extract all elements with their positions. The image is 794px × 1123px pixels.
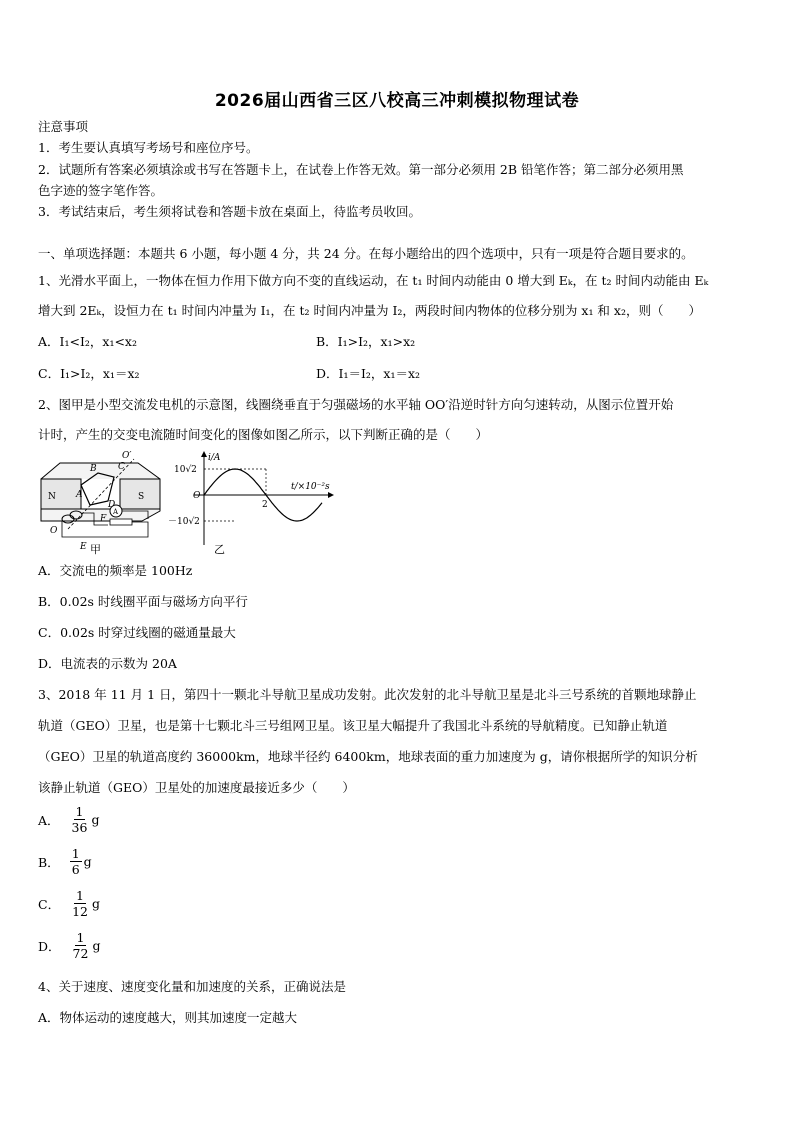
question-1-option-b: B．I₁>I₂，x₁>x₂ <box>316 334 416 349</box>
option-unit: g <box>92 938 101 953</box>
question-3-option-b <box>38 846 92 877</box>
question-2-stem: 计时，产生的交变电流随时间变化的图像如图乙所示，以下判断正确的是（ ） <box>38 427 489 442</box>
option-unit: g <box>91 896 100 911</box>
generator-label: B <box>90 464 97 474</box>
option-letter: A． <box>38 812 60 828</box>
generator-label: O′ <box>122 451 132 461</box>
fraction-denominator: 6 <box>71 862 80 877</box>
fraction-numerator: 1 <box>76 930 85 945</box>
graph-y-top-tick: 10√2 <box>174 465 197 475</box>
fraction-numerator: 1 <box>71 846 80 861</box>
fraction <box>70 846 82 877</box>
fraction <box>71 930 91 961</box>
fraction-numerator: 1 <box>75 804 84 819</box>
graph-y-bottom-tick: －10√2 <box>168 517 200 527</box>
question-3-option-c <box>38 888 100 919</box>
question-2-option-d: D．电流表的示数为 20A <box>38 656 177 671</box>
generator-label: A <box>76 490 83 500</box>
generator-label: F <box>100 514 107 524</box>
question-2-figure-svg <box>38 449 338 557</box>
generator-label: D <box>108 500 116 510</box>
exam-title: 2026届山西省三区八校高三冲刺模拟物理试卷 <box>214 91 580 111</box>
notice-item: 3．考试结束后，考生须将试卷和答题卡放在桌面上，待监考员收回。 <box>38 204 421 219</box>
generator-label: C <box>118 462 125 472</box>
magnet-north-block <box>41 479 81 509</box>
question-3-option-d <box>38 930 100 961</box>
question-4-option-a: A．物体运动的速度越大，则其加速度一定越大 <box>38 1010 298 1025</box>
notice-item: 1．考生要认真填写考场号和座位序号。 <box>38 140 259 155</box>
question-2-option-b: B．0.02s 时线圈平面与磁场方向平行 <box>38 594 248 609</box>
generator-label: O <box>50 526 58 536</box>
notice-item: 色字迹的签字笔作答。 <box>38 183 164 198</box>
fraction <box>70 888 90 919</box>
section-header: 一、单项选择题：本题共 6 小题，每小题 4 分，共 24 分。在每小题给出的四个选项中，只有一项是符合题目要求的。 <box>38 246 694 261</box>
generator-label: S <box>138 492 145 502</box>
option-unit: g <box>83 854 92 869</box>
generator-label: E <box>80 542 87 552</box>
generator-label: N <box>48 492 56 502</box>
graph-x-label: t/×10⁻²s <box>291 482 330 492</box>
graph-origin: O <box>193 491 201 501</box>
question-2-stem: 2、图甲是小型交流发电机的示意图，线圈绕垂直于匀强磁场的水平轴 OO′沿逆时针方向匀速转动，从图示位置开始 <box>38 397 674 412</box>
question-1-option-d: D．I₁＝I₂，x₁＝x₂ <box>316 366 421 381</box>
fraction-denominator: 36 <box>71 820 88 835</box>
ammeter-label: A <box>113 508 119 516</box>
question-2-option-c: C．0.02s 时穿过线圈的磁通量最大 <box>38 625 236 640</box>
question-4-stem: 4、关于速度、速度变化量和加速度的关系，正确说法是 <box>38 979 346 994</box>
fraction <box>70 804 90 835</box>
figure-caption-left: 甲 <box>90 543 101 556</box>
question-3-option-a <box>38 804 99 835</box>
option-letter: C． <box>38 896 61 912</box>
question-1-stem: 增大到 2Eₖ，设恒力在 t₁ 时间内冲量为 I₁，在 t₂ 时间内冲量为 I₂，两段时间内物体的位移分别为 x₁ 和 x₂，则（ ） <box>38 303 701 318</box>
notice-item: 2．试题所有答案必须填涂或书写在答题卡上，在试卷上作答无效。第一部分必须用 2B 铅笔作答；第二部分必须用黑 <box>38 162 684 177</box>
fraction-denominator: 12 <box>72 904 88 919</box>
figure-caption-right: 乙 <box>214 543 225 556</box>
notice-heading: 注意事项 <box>38 119 89 134</box>
question-3-stem: （GEO）卫星的轨道高度约 36000km，地球半径约 6400km，地球表面的重力加速度为 g，请你根据所学的知识分析 <box>38 749 698 764</box>
question-3-stem: 轨道（GEO）卫星，也是第十七颗北斗三号组网卫星。该卫星大幅提升了我国北斗系统的导航精度。已知静止轨道 <box>38 718 668 733</box>
graph-y-label: i/A <box>208 453 221 463</box>
current-time-graph <box>168 451 334 545</box>
question-2-figures <box>38 449 338 561</box>
question-1-option-a: A．I₁<I₂，x₁<x₂ <box>38 334 137 349</box>
question-2-option-a: A．交流电的频率是 100Hz <box>38 563 193 578</box>
question-3-stem: 3、2018 年 11 月 1 日，第四十一颗北斗导航卫星成功发射。此次发射的北斗导航卫星是北斗三号系统的首颗地球静止 <box>38 687 697 702</box>
question-1-stem: 1、光滑水平面上，一物体在恒力作用下做方向不变的直线运动，在 t₁ 时间内动能由 0 增大到 Eₖ，在 t₂ 时间内动能由 Eₖ <box>38 273 709 288</box>
graph-x-tick: 2 <box>262 500 268 510</box>
fraction-numerator: 1 <box>76 888 84 903</box>
resistor-icon <box>110 519 132 525</box>
option-unit: g <box>91 812 100 827</box>
question-1-option-c: C．I₁>I₂，x₁＝x₂ <box>38 366 140 381</box>
option-letter: D． <box>38 938 61 954</box>
question-3-stem: 该静止轨道（GEO）卫星处的加速度最接近多少（ ） <box>38 780 355 795</box>
generator-diagram <box>41 451 160 552</box>
fraction-denominator: 72 <box>72 946 89 961</box>
option-letter: B． <box>38 854 60 870</box>
